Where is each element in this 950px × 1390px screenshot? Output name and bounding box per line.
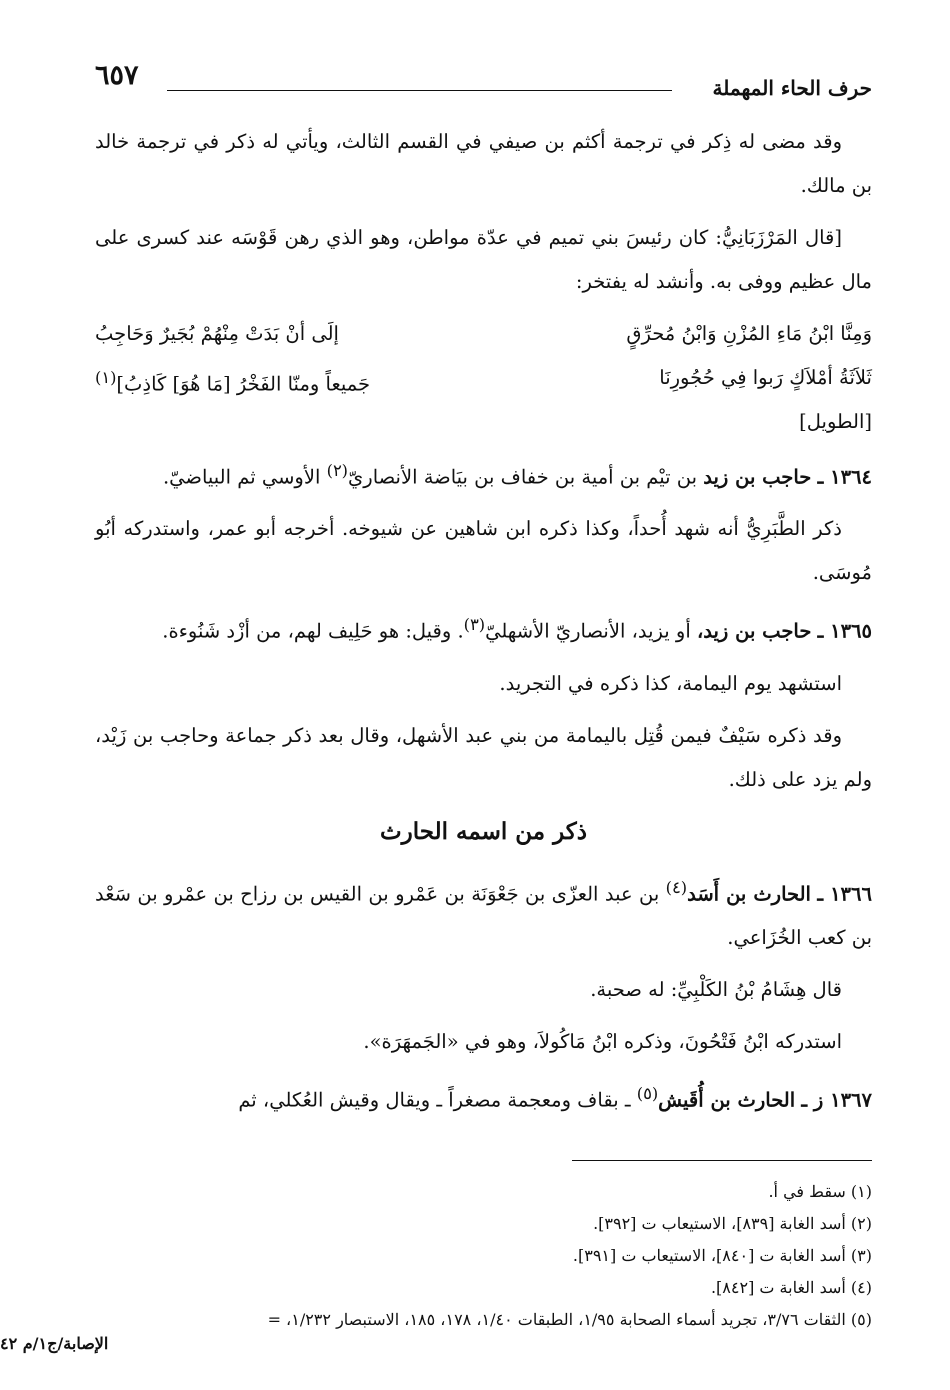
entry-text: ـ بقاف ومعجمة مصغراً ـ ويقال وقيش العُكلي، ثم — [238, 1088, 631, 1112]
entry-text: بن عبد العزّى بن جَعْوَنَة بن عَمْرو بن القيس بن رزاح بن عمْرو بن سَعْد بن كعب الخُزَاعي. — [95, 882, 872, 949]
verse-second-hemistich: جَميعاً ومنّا الفَخْرُ [مَا هُوَ] كَاذِبُ]$^{(١)}$ — [95, 368, 371, 396]
header-rule — [167, 90, 672, 91]
entry-name: الحارث بن أُقَيش — [658, 1088, 796, 1112]
volume-signature: الإصابة/ج١/م ٤٢ — [0, 1334, 109, 1353]
entry-1364 — [95, 449, 872, 500]
footnote-marker: (١) — [95, 368, 117, 387]
entry-number: ١٣٦٧ ز ـ — [801, 1088, 872, 1112]
footnote-marker: (٣) — [463, 615, 486, 634]
poem-verse — [95, 312, 872, 356]
page-header — [95, 58, 872, 98]
paragraph: استدركه ابْنُ فَتْحُونَ، وذكره ابْنُ مَاكُولاَ، وهو في «الجَمهَرَة». — [363, 1030, 842, 1053]
footnote: (٥) الثقات ٣/٧٦، تجريد أسماء الصحابة ١/٩٥، الطبقات ١/٤٠، ١٧٨، ١٨٥، الاستبصار ١/٢٣٢، = — [267, 1310, 872, 1329]
entry-name: حاجب بن زيد — [703, 465, 812, 488]
entry-text: الأوسي ثم البياضيّ. — [162, 465, 321, 488]
entry-number: ١٣٦٥ ـ — [817, 619, 872, 643]
footnote-marker: (٤) — [665, 877, 688, 897]
entry-1366 — [95, 866, 872, 961]
entry-text: . وقيل: هو حَلِيف لهم، من أزْد شَنُوءة. — [162, 619, 464, 643]
page-body — [95, 120, 872, 1131]
entry-1367 — [95, 1072, 872, 1123]
entry-text: أو يزيد، الأنصاريّ الأشهليّ — [485, 619, 691, 643]
poem-verse — [95, 356, 872, 407]
entry-1365 — [95, 603, 872, 654]
footnotes — [95, 1176, 872, 1336]
paragraph: وقد ذكره سَيْفٌ فيمن قُتِل باليمامة من بني عبد الأشهل، وقال بعد ذكر جماعة وحاجب بن زَيْد، ولم يزد على ذلك. — [95, 723, 872, 791]
section-title: ذكر من اسمه الحارث — [379, 817, 588, 845]
footnote-marker: (٥) — [636, 1084, 659, 1103]
footnote: (٣) أسد الغابة ت [٨٤٠]، الاستيعاب ت [٣٩١]. — [572, 1246, 872, 1265]
entry-name: الحارث بن أَسَد — [687, 882, 811, 905]
running-title: حرف الحاء المهملة — [712, 76, 872, 100]
footnote-marker: (٢) — [326, 460, 349, 480]
verse-first-hemistich: ثَلاَثَةُ أمْلاَكٍ رَبوا فِي حُجُورِنَا — [659, 366, 872, 389]
footnote: (١) سقط في أ. — [768, 1182, 872, 1201]
footnote: (٢) أسد الغابة [٨٣٩]، الاستيعاب ت [٣٩٢]. — [593, 1214, 872, 1233]
entry-name: حاجب بن زيد، — [696, 619, 812, 643]
paragraph: [قال المَرْزَبَانِيُّ: كان رئيسَ بني تميم في عدّة مواطن، وهو الذي رهن قَوْسَه عند كسرى على مال عظيم ووفى به. وأنشد له يفتخر: — [95, 226, 872, 293]
verse-first-hemistich: وَمِنَّا ابْنُ مَاءِ المُزْنِ وَابْنُ مُحرِّقٍ — [626, 322, 872, 345]
entry-number: ١٣٦٦ ـ — [817, 882, 872, 905]
entry-number: ١٣٦٤ ـ — [817, 465, 872, 488]
paragraph: قال هِشَامُ بْنُ الكَلْبِيِّ: له صحبة. — [590, 978, 842, 1001]
paragraph: ذكر الطَّبَرِيُّ أنه شهد أُحداً، وكذا ذكره ابن شاهين عن شيوخه. أخرجه أبو عمر، واستدركه أبُو مُوسَى. — [95, 517, 872, 584]
page-number: ٦٥٧ — [95, 60, 139, 91]
footnote-separator — [572, 1160, 872, 1161]
paragraph: وقد مضى له ذِكر في ترجمة أكثم بن صيفي في القسم الثالث، ويأتي له ذكر في ترجمة خالد بن مالك. — [95, 130, 872, 197]
poem-meter: [الطويل] — [799, 409, 872, 433]
entry-text: بن تيْم بن أمية بن خفاف بن بيَاضة الأنصاريّ — [348, 465, 698, 488]
verse-second-hemistich: إلَى أنْ بَدَتْ مِنْهُمْ بُجَيرٌ وَحَاجِبُ — [95, 322, 339, 345]
footnote: (٤) أسد الغابة ت [٨٤٢]. — [710, 1278, 872, 1297]
paragraph: استشهد يوم اليمامة، كذا ذكره في التجريد. — [499, 671, 842, 695]
